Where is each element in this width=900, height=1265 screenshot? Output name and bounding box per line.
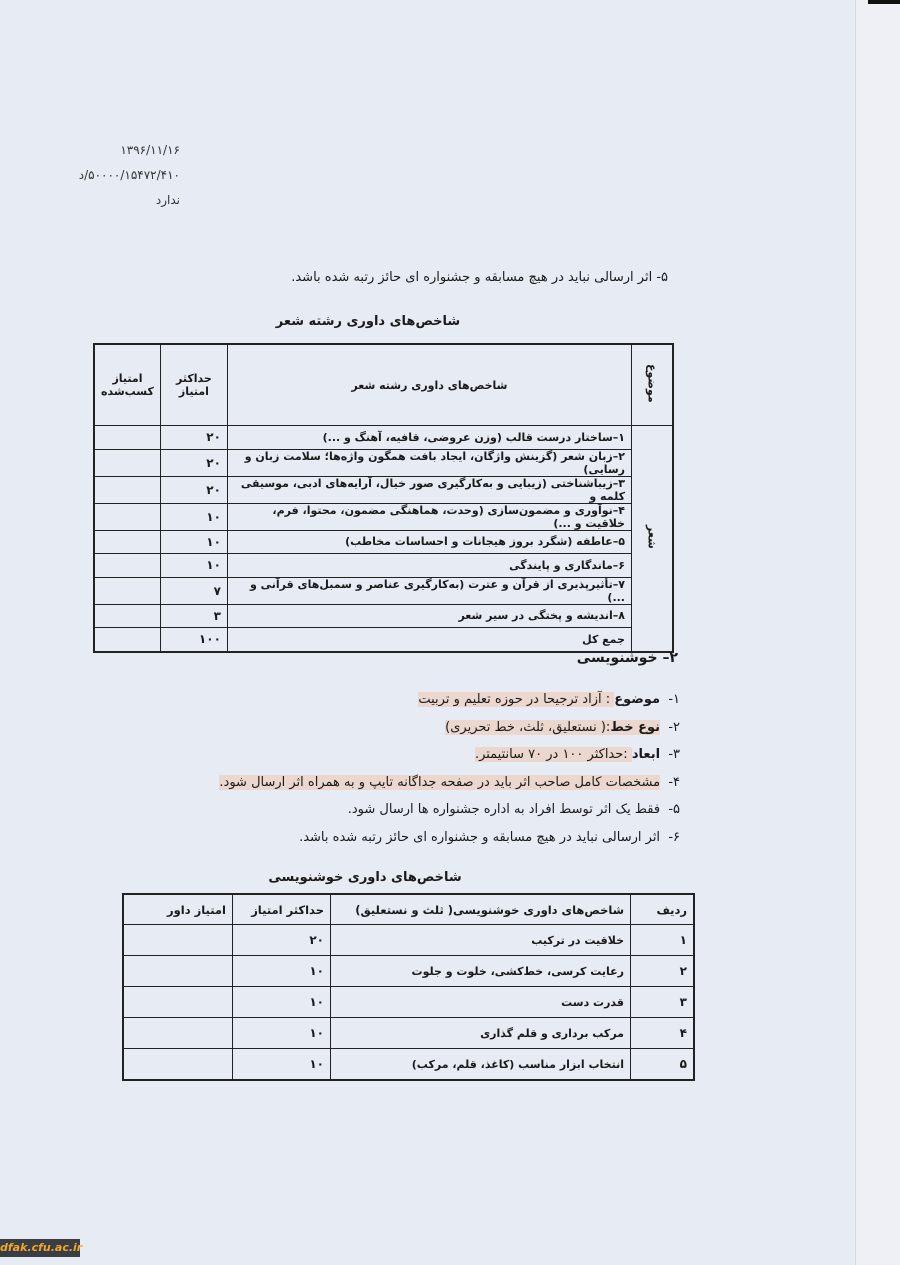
row-number: ۳ [631,987,695,1018]
rule-item: ۴- مشخصات کامل صاحب اثر باید در صفحه جداگانه تایپ و به همراه اثر ارسال شود. [219,774,680,790]
header-subject: موضوع [645,364,659,403]
row-number: ۵ [631,1049,695,1081]
criterion-cell: ۱–ساختار درست قالب (وزن عروضی، قافیه، آهنگ و ...) [227,426,631,450]
table-row [94,604,673,628]
criterion-cell: رعایت کرسی، خط‌کشی، خلوت و جلوت [331,956,631,987]
poetry-rule-5: ۵- اثر ارسالی نباید در هیچ مسابقه و جشنواره ای حائز رتبه شده باشد. [291,270,668,285]
table-row [94,503,673,530]
earned-cell[interactable] [94,604,160,628]
scan-edge-mark [868,0,900,4]
calligraphy-table-title: شاخص‌های داوری خوشنویسی [268,870,462,885]
calligraphy-heading: ۲– خوشنویسی [576,650,678,666]
earned-cell[interactable] [94,554,160,578]
judge-cell[interactable] [123,1018,233,1049]
criterion-cell: ۷–تأثیرپذیری از قرآن و عترت (به‌کارگیری عناصر و سمبل‌های قرآنی و ...) [227,577,631,604]
max-cell: ۱۰ [233,956,331,987]
max-cell: ۲۰ [160,426,227,450]
table-row [123,1049,694,1081]
criterion-cell: ۲–زبان شعر (گزینش واژگان، ایجاد بافت همگون واژه‌ها؛ سلامت زبان و رسایی) [227,449,631,476]
header-judge: امتیاز داور [123,894,233,925]
max-cell: ۱۰ [233,1018,331,1049]
table-row [94,426,673,450]
judge-cell[interactable] [123,925,233,956]
max-cell: ۱۰ [160,503,227,530]
header-earned: امتیاز کسب‌شده [94,344,160,426]
max-cell: ۱۰ [233,987,331,1018]
earned-cell[interactable] [94,503,160,530]
criterion-cell: ۶–ماندگاری و پایندگی [227,554,631,578]
calligraphy-rules [150,686,680,851]
max-cell: ۱۰ [160,530,227,554]
calligraphy-criteria-table [122,893,695,1081]
scan-edge [855,0,900,1265]
criterion-cell: ۴–نوآوری و مضمون‌سازی (وحدت، هماهنگی مضمون، محتوا، فرم، خلاقیت و ...) [227,503,631,530]
table-header-row [94,344,673,426]
row-number: ۱ [631,925,695,956]
table-row [123,987,694,1018]
criterion-cell: ۵–عاطفه (شگرد بروز هیجانات و احساسات مخاطب) [227,530,631,554]
row-number: ۴ [631,1018,695,1049]
header-max: حداکثر امتیاز [160,344,227,426]
earned-cell[interactable] [94,577,160,604]
earned-cell[interactable] [94,449,160,476]
table-row [123,956,694,987]
total-max: ۱۰۰ [160,628,227,652]
criterion-cell: انتخاب ابزار مناسب (کاغذ، قلم، مرکب) [331,1049,631,1081]
table-row [94,476,673,503]
header-criteria: شاخص‌های داوری خوشنویسی( ثلث و نستعلیق) [331,894,631,925]
max-cell: ۱۰ [233,1049,331,1081]
max-cell: ۳ [160,604,227,628]
letter-number: ۵۰۰۰۰/۱۵۴۷۲/۴۱۰/د [78,168,180,182]
row-number: ۲ [631,956,695,987]
criterion-cell: قدرت دست [331,987,631,1018]
letter-attachment: ندارد [155,193,180,207]
judge-cell[interactable] [123,956,233,987]
table-row [94,577,673,604]
table-header-row [123,894,694,925]
header-row-number: ردیف [631,894,695,925]
earned-cell[interactable] [94,628,160,652]
header-max: حداکثر امتیاز [233,894,331,925]
subject-value: شعر [645,524,659,549]
earned-cell[interactable] [94,530,160,554]
criterion-cell: خلاقیت در ترکیب [331,925,631,956]
total-row [94,628,673,652]
total-label: جمع کل [227,628,631,652]
watermark-link[interactable]: dfak.cfu.ac.ir [0,1239,80,1257]
criterion-cell: ۳–زیباشناختی (زیبایی و به‌کارگیری صور خیال، آرایه‌های ادبی، موسیقی کلمه و [227,476,631,503]
rule-item: ۱- موضوع : آزاد ترجیحا در حوزه تعلیم و تربیت [418,692,680,707]
max-cell: ۲۰ [160,476,227,503]
max-cell: ۷ [160,577,227,604]
rule-item: ۶- اثر ارسالی نباید در هیچ مسابقه و جشنواره ای حائز رتبه شده باشد. [299,829,680,845]
earned-cell[interactable] [94,426,160,450]
table-row [94,530,673,554]
criterion-cell: مرکب برداری و قلم گذاری [331,1018,631,1049]
header-criteria: شاخص‌های داوری رشته شعر [227,344,631,426]
poetry-criteria-table [93,343,674,653]
max-cell: ۲۰ [160,449,227,476]
judge-cell[interactable] [123,987,233,1018]
poetry-table-title: شاخص‌های داوری رشته شعر [275,314,461,329]
judge-cell[interactable] [123,1049,233,1081]
max-cell: ۱۰ [160,554,227,578]
max-cell: ۲۰ [233,925,331,956]
table-row [123,1018,694,1049]
rule-item: ۲- نوع خط:( نستعلیق، ثلث، خط تحریری) [445,719,680,735]
letter-date: ۱۳۹۶/۱۱/۱۶ [120,143,180,157]
earned-cell[interactable] [94,476,160,503]
criterion-cell: ۸–اندیشه و پختگی در سیر شعر [227,604,631,628]
table-row [123,925,694,956]
rule-item: ۵- فقط یک اثر توسط افراد به اداره جشنواره ها ارسال شود. [347,802,680,817]
rule-item: ۳- ابعاد :حداکثر ۱۰۰ در ۷۰ سانتیمتر. [474,747,680,762]
table-row [94,554,673,578]
table-row [94,449,673,476]
